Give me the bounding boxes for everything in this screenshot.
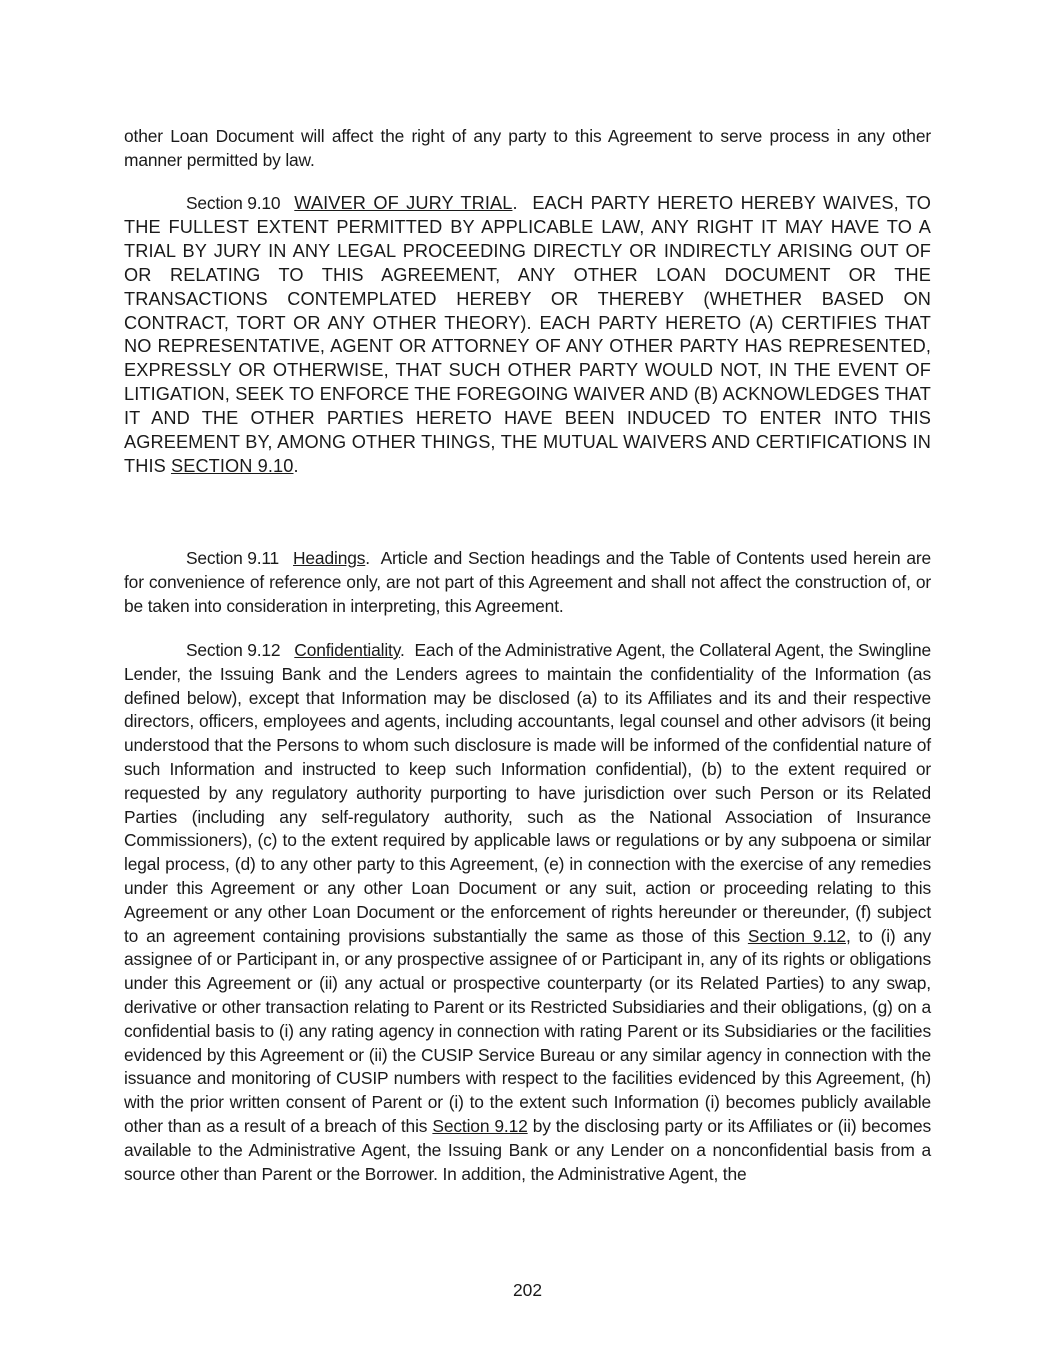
section-9-12-body-part-3: by the disclosing party or its Affiliates or (ii) becomes available to the Administrative Agent, the Issuing Bank or any Lender on a nonconfidential basis from a source other than Parent or the Borrower. In addition, the Administrative Agent, the bbox=[124, 1115, 932, 1184]
section-9-10-cross-reference: SECTION 9.10 bbox=[170, 455, 294, 476]
page-number: 202 bbox=[512, 1280, 542, 1300]
section-9-10 bbox=[124, 192, 931, 479]
section-9-12-cross-reference-1: Section 9.12 bbox=[747, 925, 846, 946]
section-9-10-number: Section 9.10 bbox=[186, 193, 281, 213]
section-9-12-paragraph: Section 9.12 Confidentiality. Each of the Administrative Agent, the Collateral Agent, the Swingline Lender, the Issuing Bank and the Lenders agrees to maintain the confidentiality of the Information (as defined below), except that Information may be disclosed (a) to its Affiliates and its and their respective directors, officers, employees and agents, including accountants, legal counsel and other advisors (it being understood that the Persons to whom such disclosure is made will be informed of the confidential nature of such Information and instructed to keep such Information confidential), (b) to the extent required or requested by any regulatory authority purporting to have jurisdiction over such Person or its Related Parties (including any self-regulatory authority, such as the National Association of Insurance Commissioners), (c) to the extent required by applicable laws or regulations or by any subpoena or similar legal process, (d) to any other party to this Agreement, (e) in connection with the exercise of any remedies under this Agreement or any other Loan Document or any suit, action or proceeding relating to this Agreement or any other Loan Document or the enforcement of rights hereunder or thereunder, (f) subject to an agreement containing provisions substantially the same as those of this Section 9.12, to (i) any assignee of or Participant in, or any prospective assignee of or Participant in, any of its rights or obligations under this Agreement or (ii) any actual or prospective counterparty (or its Related Parties) to any swap, derivative or other transaction relating to Parent or its Restricted Subsidiaries and their obligations, (g) on a confidential basis to (i) any rating agency in connection with rating Parent or its Subsidiaries or the facilities evidenced by this Agreement or (ii) the CUSIP Service Bureau or any similar agency in connection with the issuance and monitoring of CUSIP numbers with respect to the facilities evidenced by this Agreement, (h) with the prior written consent of Parent or (i) to the extent such Information (i) becomes publicly available other than as a result of a breach of this Section 9.12 by the disclosing party or its Affiliates or (ii) becomes available to the Administrative Agent, the Issuing Bank or any Lender on a nonconfidential basis from a source other than Parent or the Borrower. In addition, the Administrative Agent, the bbox=[124, 640, 932, 1184]
carryover-paragraph bbox=[124, 125, 931, 173]
section-9-12-body-part-2: , to (i) any assignee of or Participant in, or any prospective assignee of or Participant in, any of its rights or obligations under this Agreement or (ii) any actual or prospective counterparty (or its Related Parties) to any swap, derivative or other transaction relating to Parent or its Restricted Subsidiaries and their obligations, (g) on a confidential basis to (i) any rating agency in connection with rating Parent or its Subsidiaries or the facilities evidenced by this Agreement or (ii) the CUSIP Service Bureau or any similar agency in connection with the issuance and monitoring of CUSIP numbers with respect to the facilities evidenced by this Agreement, (h) with the prior written consent of Parent or (i) to the extent such Information (i) becomes publicly available other than as a result of a breach of this bbox=[124, 925, 932, 1136]
section-9-12 bbox=[124, 639, 931, 1186]
section-9-10-title: WAIVER OF JURY TRIAL bbox=[294, 193, 513, 213]
section-9-10-body: EACH PARTY HERETO HEREBY WAIVES, TO THE FULLEST EXTENT PERMITTED BY APPLICABLE LAW, ANY RIGHT IT MAY HAVE TO A TRIAL BY JURY IN ANY LEGAL PROCEEDING DIRECTLY OR INDIRECTLY ARISING OUT OF OR RELATING TO THIS AGREEMENT, ANY OTHER LOAN DOCUMENT OR THE TRANSACTIONS CONTEMPLATED HEREBY OR THEREBY (WHETHER BASED ON CONTRACT, TORT OR ANY OTHER THEORY). EACH PARTY HERETO (A) CERTIFIES THAT NO REPRESENTATIVE, AGENT OR ATTORNEY OF ANY OTHER PARTY HAS REPRESENTED, EXPRESSLY OR OTHERWISE, THAT SUCH OTHER PARTY WOULD NOT, IN THE EVENT OF LITIGATION, SEEK TO ENFORCE THE FOREGOING WAIVER AND (B) ACKNOWLEDGES THAT IT AND THE OTHER PARTIES HERETO HAVE BEEN INDUCED TO ENTER INTO THIS AGREEMENT BY, AMONG OTHER THINGS, THE MUTUAL WAIVERS AND CERTIFICATIONS IN THIS bbox=[124, 193, 931, 476]
section-9-12-number: Section 9.12 bbox=[186, 640, 281, 660]
section-9-11-body: Article and Section headings and the Table of Contents used herein are for convenience of reference only, are not part of this Agreement and shall not affect the construction of, or be taken into consideration in interpreting, this Agreement. bbox=[124, 548, 931, 616]
carryover-text: other Loan Document will affect the right of any party to this Agreement to serve process in any other manner permitted by law. bbox=[124, 126, 931, 170]
section-9-11 bbox=[124, 547, 931, 618]
section-9-12-cross-reference-2: Section 9.12 bbox=[432, 1115, 528, 1136]
section-9-12-title: Confidentiality bbox=[294, 640, 400, 660]
section-9-12-body-part-1: Each of the Administrative Agent, the Collateral Agent, the Swingline Lender, the Issuing Bank and the Lenders agrees to maintain the confidentiality of the Information (as defined below), except that Information may be disclosed (a) to its Affiliates and its and their respective directors, officers, employees and agents, including accountants, legal counsel and other advisors (it being understood that the Persons to whom such disclosure is made will be informed of the confidential nature of such Information and instructed to keep such Information confidential), (b) to the extent required or requested by any regulatory authority purporting to have jurisdiction over such Person or its Related Parties (including any self-regulatory authority, such as the National Association of Insurance Commissioners), (c) to the extent required by applicable laws or regulations or by any subpoena or similar legal process, (d) to any other party to this Agreement, (e) in connection with the exercise of any remedies under this Agreement or any other Loan Document or any suit, action or proceeding relating to this Agreement or any other Loan Document or the enforcement of rights hereunder or thereunder, (f) subject to an agreement containing provisions substantially the same as those of this bbox=[124, 640, 932, 946]
section-9-11-title: Headings bbox=[293, 548, 366, 568]
section-9-11-paragraph: Section 9.11 Headings. Article and Section headings and the Table of Contents used herein are for convenience of reference only, are not part of this Agreement and shall not affect the construction of, or be taken into consideration in interpreting, this Agreement. bbox=[124, 548, 931, 616]
section-9-10-paragraph: Section 9.10 WAIVER OF JURY TRIAL. EACH PARTY HERETO HEREBY WAIVES, TO THE FULLEST EXTENT PERMITTED BY APPLICABLE LAW, ANY RIGHT IT MAY HAVE TO A TRIAL BY JURY IN ANY LEGAL PROCEEDING DIRECTLY OR INDIRECTLY ARISING OUT OF OR RELATING TO THIS AGREEMENT, ANY OTHER LOAN DOCUMENT OR THE TRANSACTIONS CONTEMPLATED HEREBY OR THEREBY (WHETHER BASED ON CONTRACT, TORT OR ANY OTHER THEORY). EACH PARTY HERETO (A) CERTIFIES THAT NO REPRESENTATIVE, AGENT OR ATTORNEY OF ANY OTHER PARTY HAS REPRESENTED, EXPRESSLY OR OTHERWISE, THAT SUCH OTHER PARTY WOULD NOT, IN THE EVENT OF LITIGATION, SEEK TO ENFORCE THE FOREGOING WAIVER AND (B) ACKNOWLEDGES THAT IT AND THE OTHER PARTIES HERETO HAVE BEEN INDUCED TO ENTER INTO THIS AGREEMENT BY, AMONG OTHER THINGS, THE MUTUAL WAIVERS AND CERTIFICATIONS IN THIS SECTION 9.10. bbox=[124, 193, 931, 476]
section-9-11-number: Section 9.11 bbox=[186, 548, 279, 568]
